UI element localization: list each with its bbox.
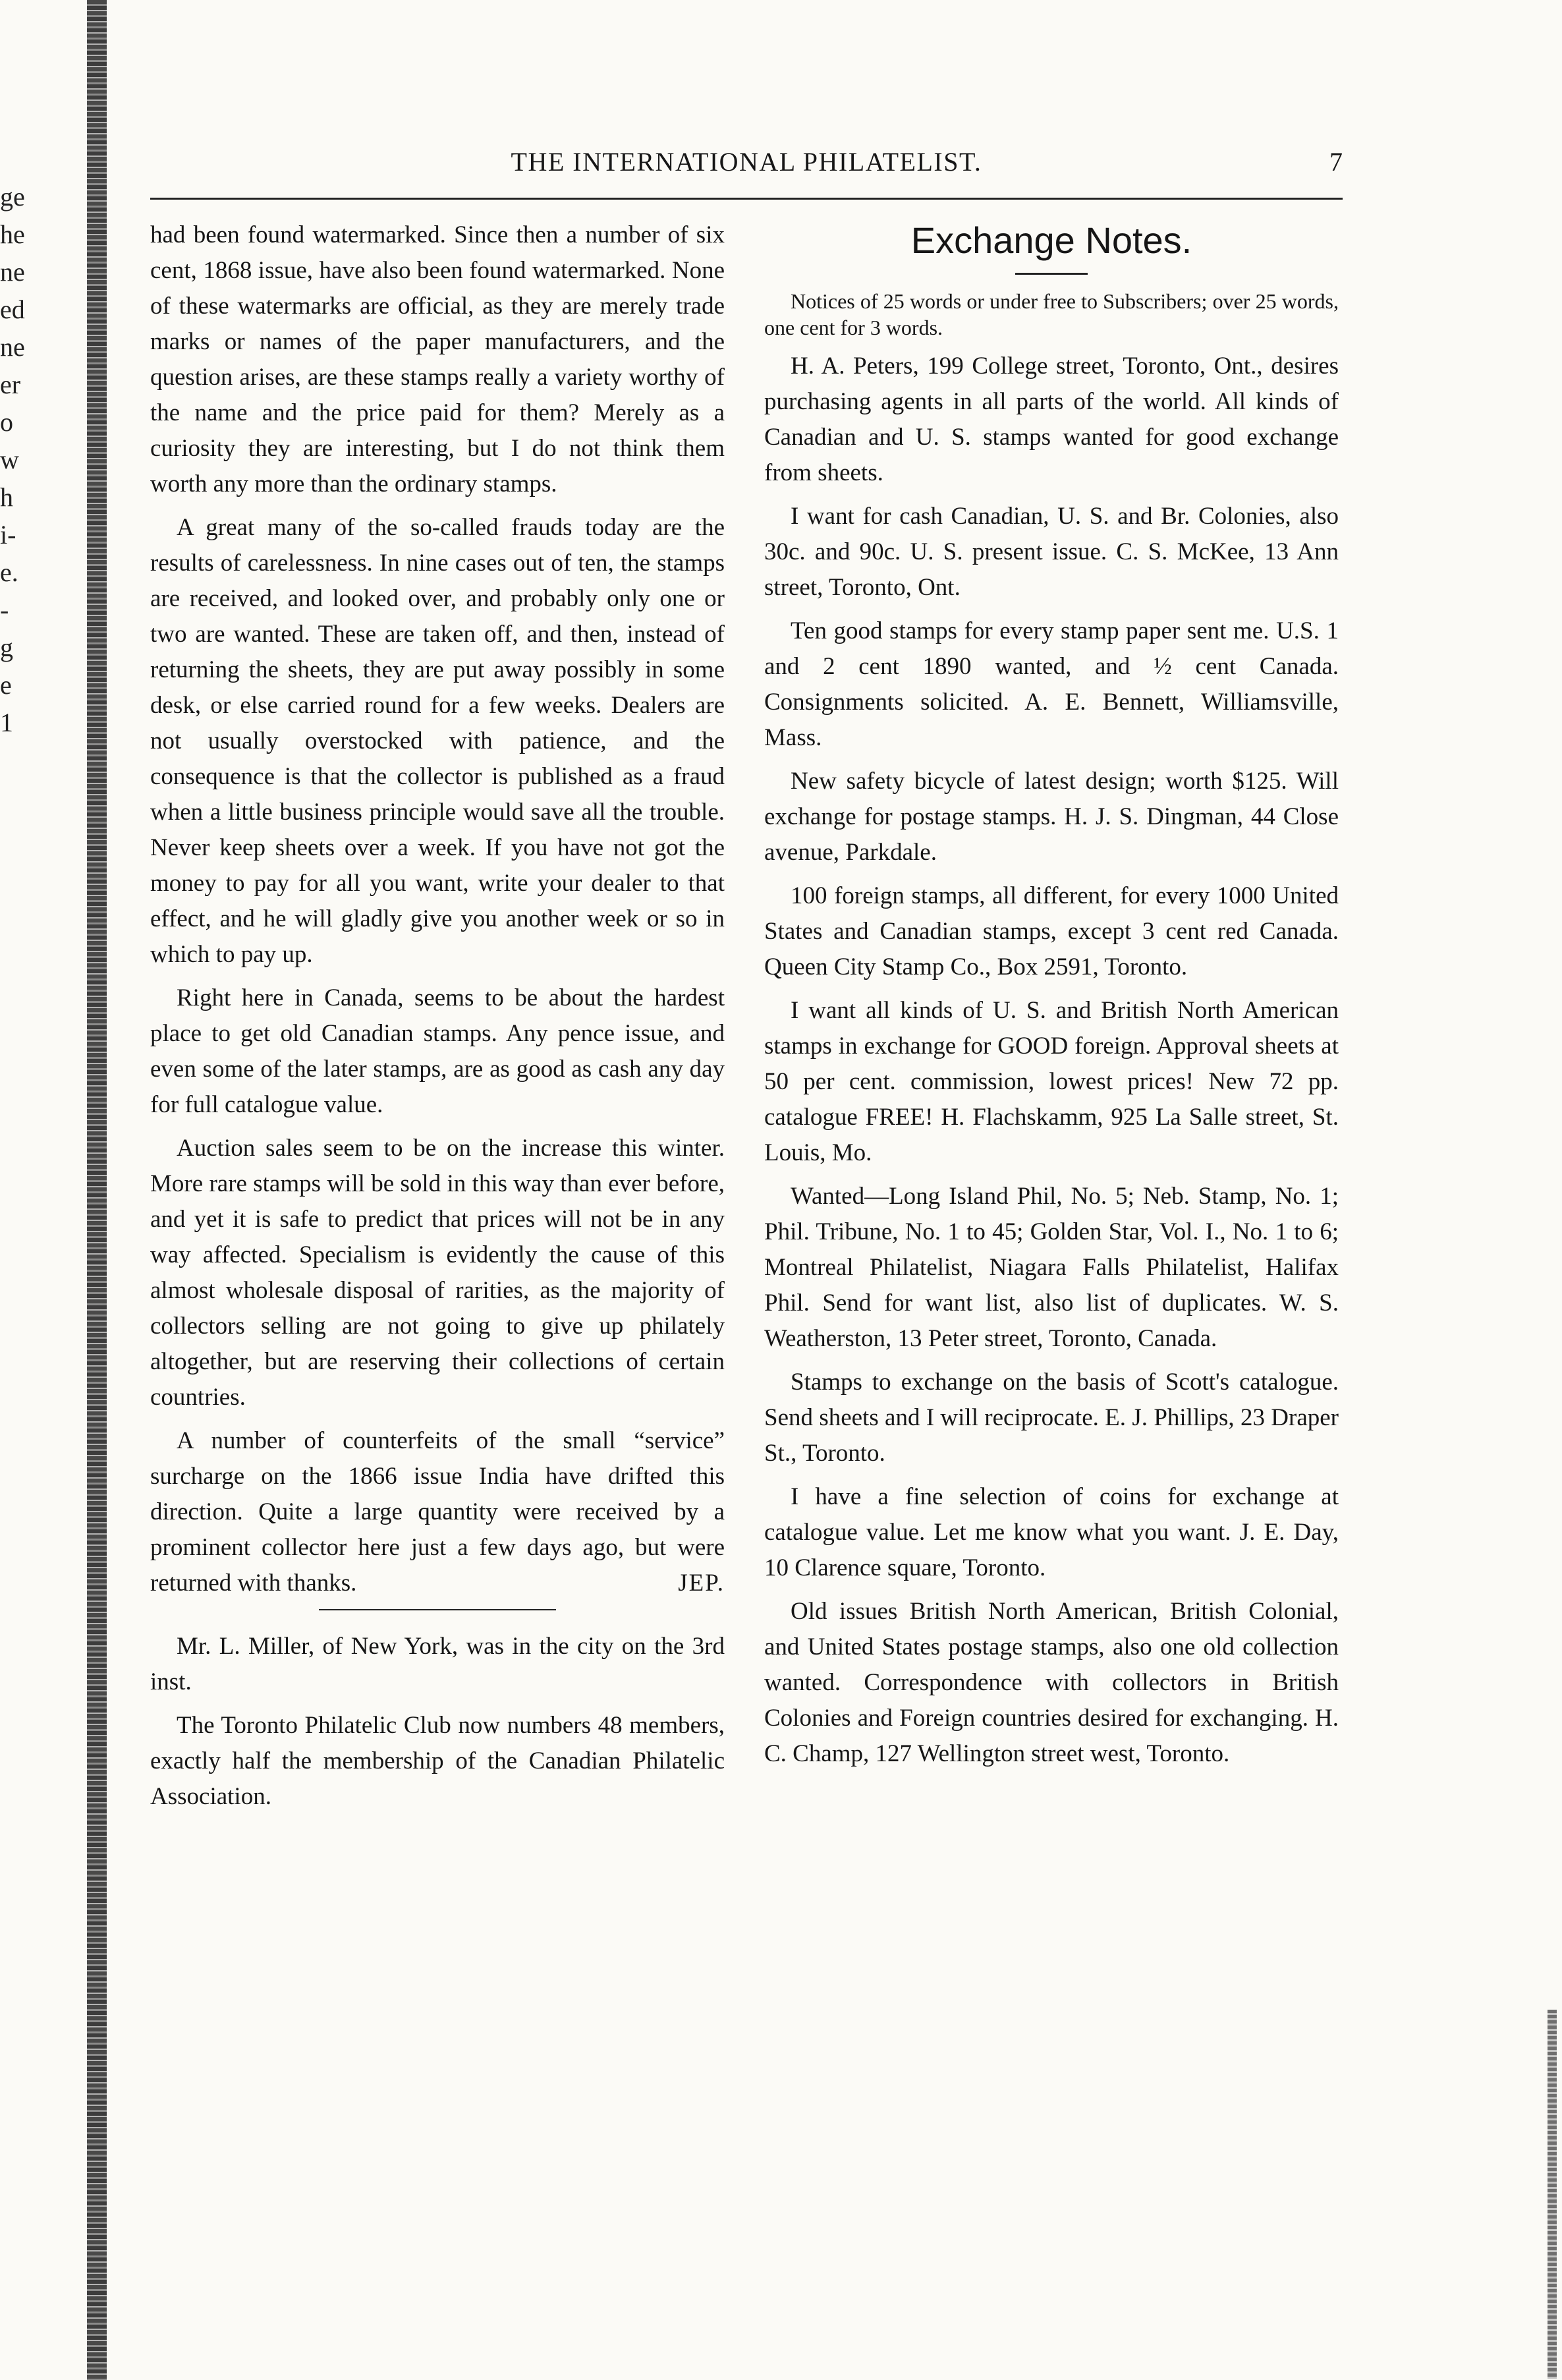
running-head bbox=[150, 146, 1343, 186]
author-signature: JEP. bbox=[678, 1570, 725, 1597]
page-edge-shadow bbox=[1548, 2010, 1557, 2379]
margin-fragment: he bbox=[0, 219, 25, 249]
margin-fragment: 1 bbox=[0, 708, 13, 737]
margin-fragment: ed bbox=[0, 295, 25, 324]
left-column bbox=[150, 217, 725, 1823]
margin-fragment: h bbox=[0, 482, 13, 512]
running-title: THE INTERNATIONAL PHILATELIST. bbox=[511, 147, 982, 177]
right-column bbox=[764, 217, 1339, 1780]
facing-page-margin-fragments bbox=[0, 178, 46, 741]
article-paragraph: had been found watermarked. Since then a number of six cent, 1868 issue, have also been found watermarked. None of these watermarks are official, as they are merely trade marks or names of the paper manufacturers, and the question arises, are these stamps really a variety worthy of the name and the price paid for them? Merely as a curiosity they are interesting, but I do not think them worth any more than the ordinary stamps. bbox=[150, 221, 725, 497]
news-note: The Toronto Philatelic Club now numbers 48 members, exactly half the membership of the Canadian Philatelic Association. bbox=[150, 1712, 725, 1810]
section-divider bbox=[319, 1609, 556, 1610]
article-final-paragraph bbox=[150, 1423, 725, 1601]
article-paragraph-text: A number of counterfeits of the small “service” surcharge on the 1866 issue India have drifted this direction. Quite a large quantity were received by a prominent collector here just a few days ago, but were returned with thanks. bbox=[150, 1427, 725, 1597]
margin-fragment: w bbox=[0, 445, 19, 474]
exchange-ad: Ten good stamps for every stamp paper sent me. U.S. 1 and 2 cent 1890 wanted, and ½ cent Canada. Consignments solicited. A. E. Bennett, Williamsville, Mass. bbox=[764, 617, 1339, 751]
margin-fragment: g bbox=[0, 633, 13, 662]
margin-fragment: e. bbox=[0, 557, 18, 587]
binding-gutter bbox=[87, 0, 107, 2380]
margin-fragment: e bbox=[0, 670, 12, 700]
heading-rule bbox=[1015, 273, 1088, 275]
exchange-ad: Stamps to exchange on the basis of Scott's catalogue. Send sheets and I will reciprocate. E. J. Phillips, 23 Draper St., Toronto. bbox=[764, 1369, 1339, 1467]
margin-fragment: ne bbox=[0, 257, 25, 287]
header-rule bbox=[150, 198, 1343, 200]
exchange-ad: I want all kinds of U. S. and British North American stamps in exchange for GOOD foreign. Approval sheets at 50 per cent. commission, lowest prices! New 72 pp. catalogue FREE! H. Flachskamm, 925 La Salle street, St. Louis, Mo. bbox=[764, 997, 1339, 1166]
article-paragraph: Auction sales seem to be on the increase this winter. More rare stamps will be sold in this way than ever before, and yet it is safe to predict that prices will not be in any way affected. Specialism is evidently the cause of this almost wholesale disposal of rarities, as the majority of collectors selling are not going to give up philately altogether, but are reserving their collections of certain countries. bbox=[150, 1135, 725, 1411]
page-number: 7 bbox=[1329, 147, 1343, 177]
section-heading: Exchange Notes. bbox=[910, 219, 1192, 261]
exchange-ad: I want for cash Canadian, U. S. and Br. Colonies, also 30c. and 90c. U. S. present issue. C. S. McKee, 13 Ann street, Toronto, Ont. bbox=[764, 503, 1339, 601]
margin-fragment: ge bbox=[0, 182, 25, 212]
exchange-ad: Wanted—Long Island Phil, No. 5; Neb. Stamp, No. 1; Phil. Tribune, No. 1 to 45; Golden Star, Vol. I., No. 1 to 6; Montreal Philatelist, Niagara Falls Philatelist, Halifax Phil. Send for want list, also list of duplicates. W. S. Weatherston, 13 Peter street, Toronto, Canada. bbox=[764, 1183, 1339, 1352]
margin-fragment: - bbox=[0, 595, 9, 625]
exchange-ad: New safety bicycle of latest design; worth $125. Will exchange for postage stamps. H. J. S. Dingman, 44 Close avenue, Parkdale. bbox=[764, 768, 1339, 866]
exchange-ad: H. A. Peters, 199 College street, Toronto, Ont., desires purchasing agents in all parts of the world. All kinds of Canadian and U. S. stamps wanted for good exchange from sheets. bbox=[764, 353, 1339, 486]
article-paragraph: A great many of the so-called frauds today are the results of carelessness. In nine cases out of ten, the stamps are received, and looked over, and probably only one or two are wanted. These are taken off, and then, instead of returning the sheets, they are put away possibly in some desk, or else carried round for a few weeks. Dealers are not usually overstocked with patience, and the consequence is that the collector is published as a fraud when a little business principle would save all the trouble. Never keep sheets over a week. If you have not got the money to pay for all you want, write your dealer to that effect, and he will gladly give you another week or so in which to pay up. bbox=[150, 514, 725, 968]
margin-fragment: o bbox=[0, 407, 13, 437]
margin-fragment: i- bbox=[0, 520, 16, 550]
exchange-ad: Old issues British North American, British Colonial, and United States postage stamps, also one old collection wanted. Correspondence with collectors in British Colonies and Foreign countries desired for exchanging. H. C. Champ, 127 Wellington street west, Toronto. bbox=[764, 1598, 1339, 1767]
margin-fragment: er bbox=[0, 370, 21, 399]
notice-terms: Notices of 25 words or under free to Subscribers; over 25 words, one cent for 3 words. bbox=[764, 289, 1339, 339]
exchange-ad: 100 foreign stamps, all different, for every 1000 United States and Canadian stamps, except 3 cent red Canada. Queen City Stamp Co., Box 2591, Toronto. bbox=[764, 882, 1339, 980]
news-note: Mr. L. Miller, of New York, was in the city on the 3rd inst. bbox=[150, 1633, 725, 1695]
article-paragraph: Right here in Canada, seems to be about the hardest place to get old Canadian stamps. Any pence issue, and even some of the later stamps, are as good as cash any day for full catalogue value. bbox=[150, 984, 725, 1118]
exchange-ad: I have a fine selection of coins for exchange at catalogue value. Let me know what you want. J. E. Day, 10 Clarence square, Toronto. bbox=[764, 1483, 1339, 1581]
margin-fragment: ne bbox=[0, 332, 25, 362]
